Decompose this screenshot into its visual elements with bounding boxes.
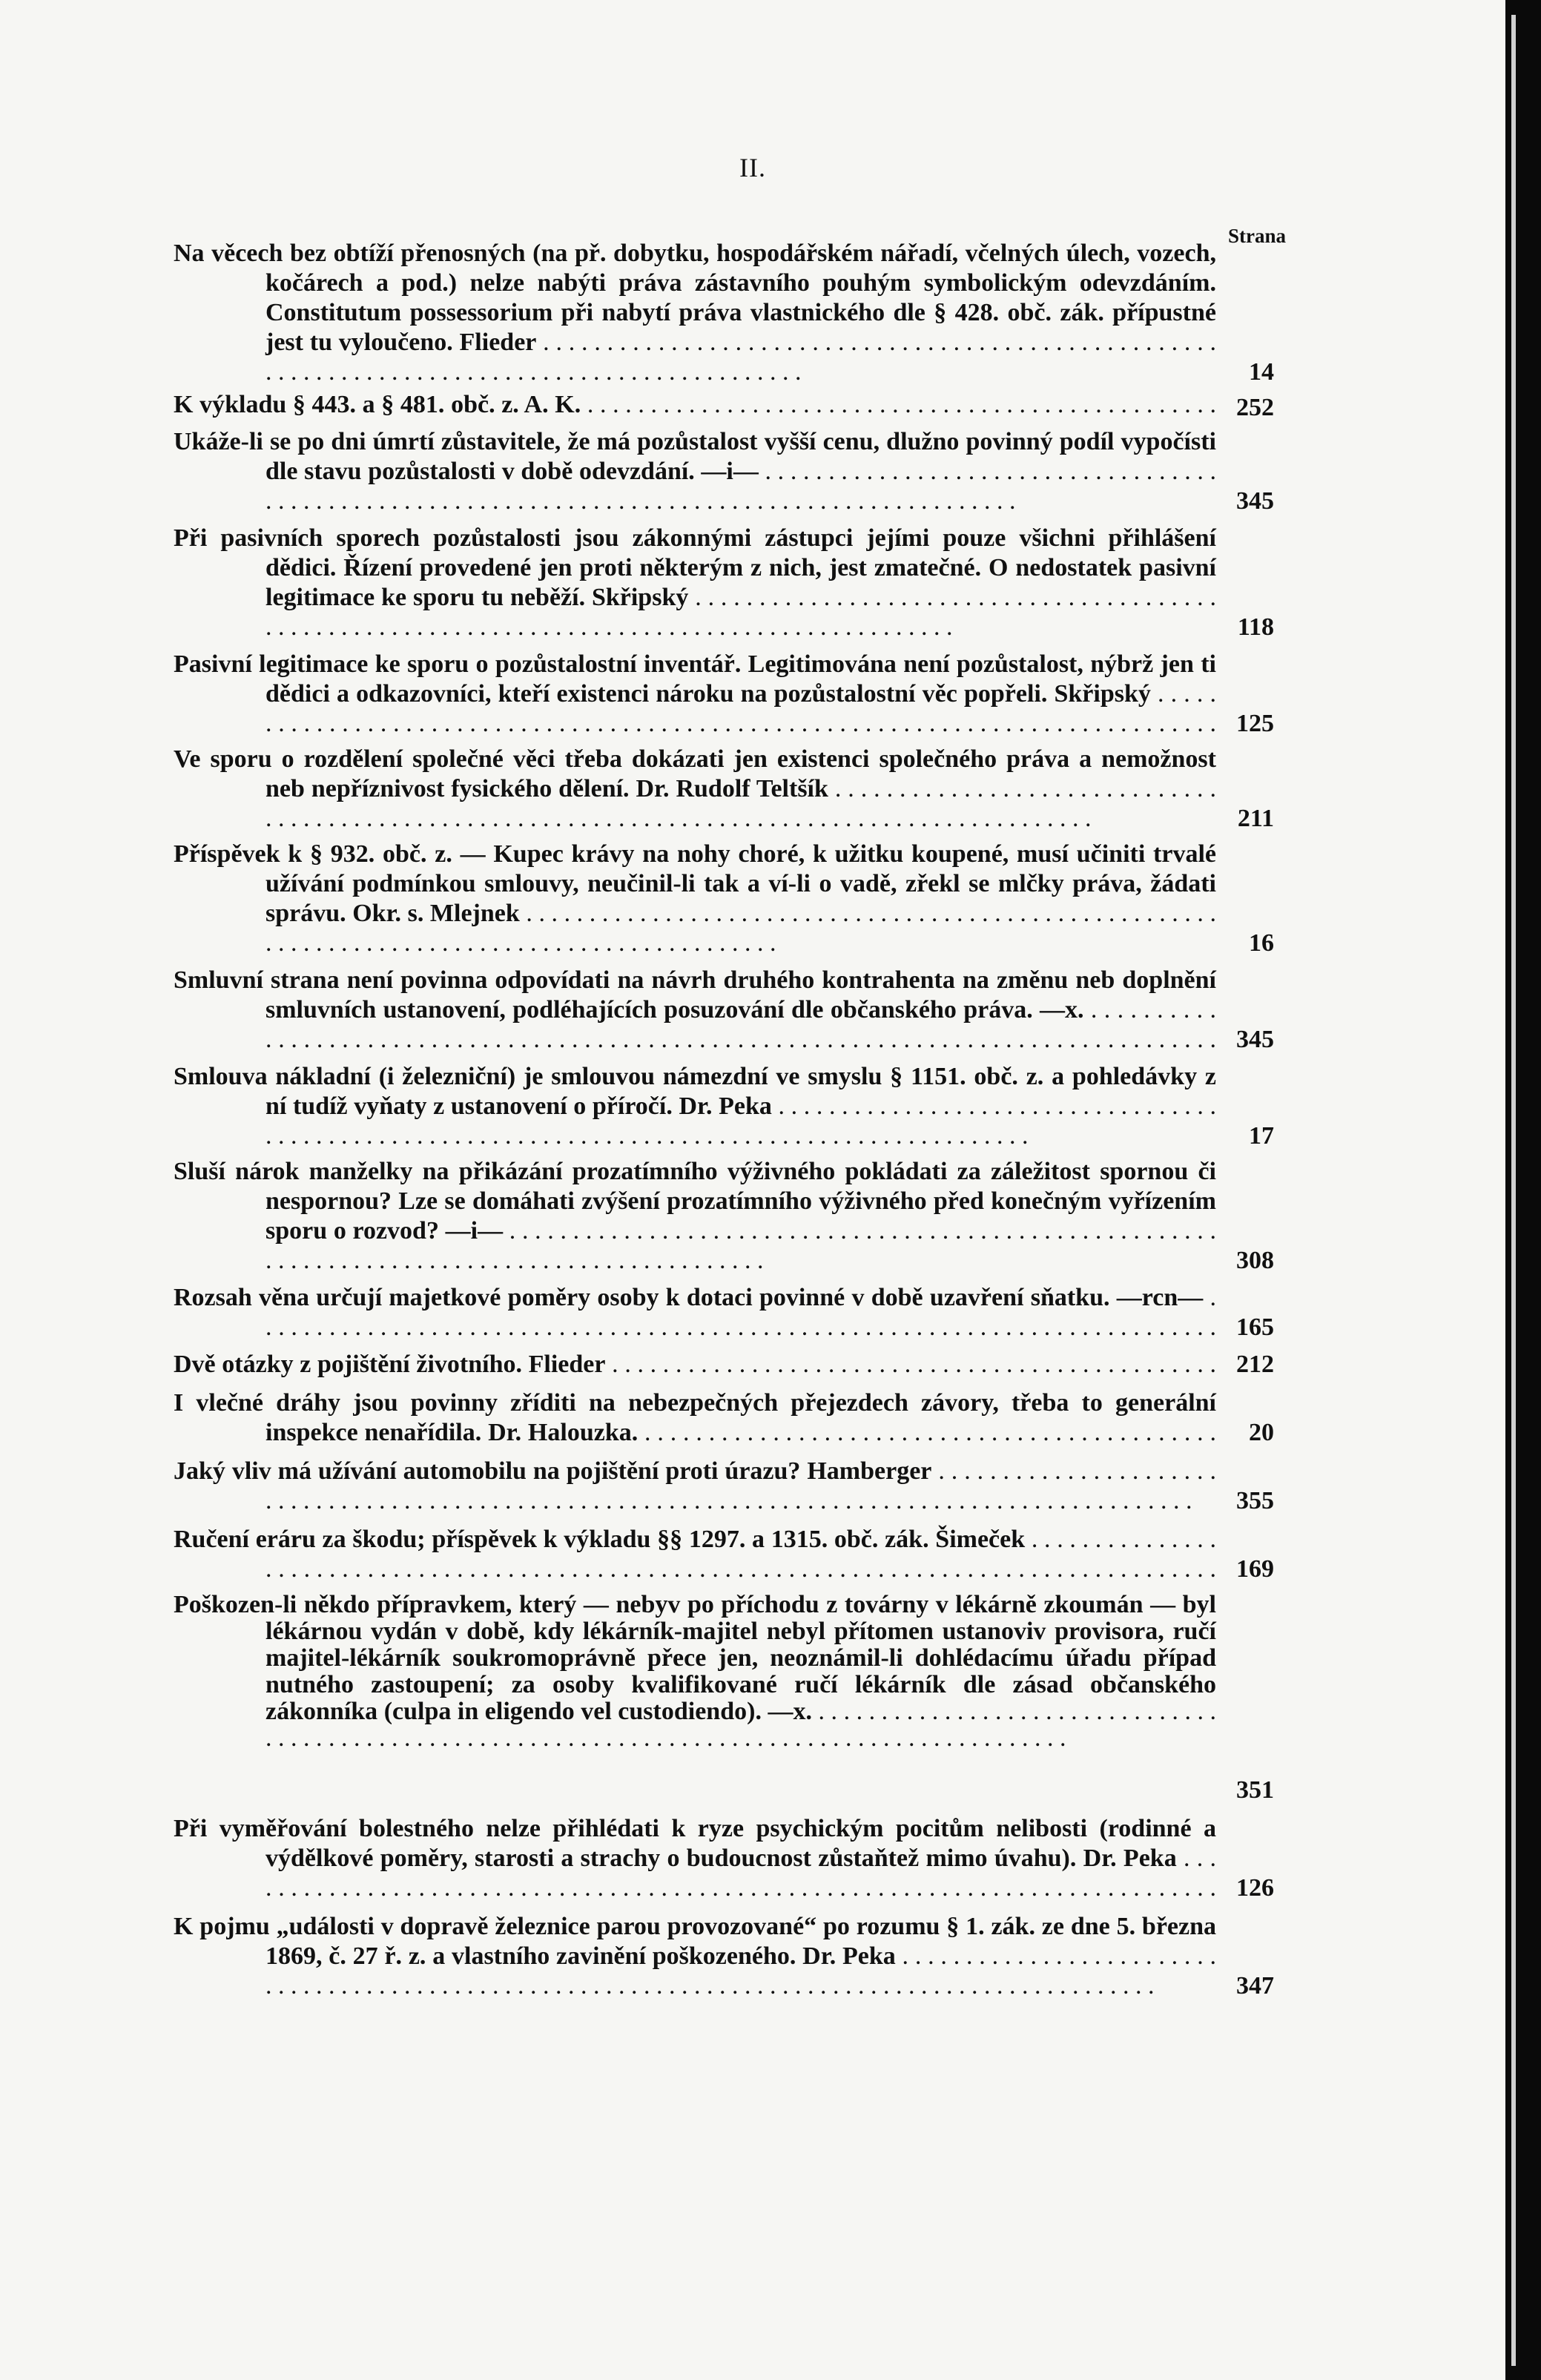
entry-text: Při vyměřování bolestného nelze přihlédati k ryze psychickým pocitům nelibosti (rodinné a výdělkové poměry, starosti a strachy o budoucnost zůstaňtež mimo úvahu). Dr. Peka . . . [174,1814,1274,1903]
entry-page-ref: 345 [1236,487,1274,515]
index-entry [174,1062,1274,1151]
entry-text: Sluší nárok manželky na přikázání prozatímního výživného pokládati za záležitost spornou či nespornou? Lze se domáhati zvýšení prozatímního výživného před konečným vyřízením sporu o rozvod? —i— . . . [174,1157,1274,1276]
entry-text: Příspěvek k § 932. obč. z. — Kupec krávy na nohy choré, k užitku koupené, musí učiniti trvalé užívání podmínkou smlouvy, neučinil-li tak a ví-li o vadě, zřekl se mlčky práva, žádati správu. Okr. s. Mlejnek . . . [174,840,1274,958]
entry-text: Poškozen-li někdo přípravkem, který — nebyv po příchodu z továrny v lékárně zkoumán — byl lékárnou vydán v době, kdy lékárník-majitel nebyl přítomen ustanoviv provisora, ručí majitel-lékárník soukromoprávně přece jen, neoznámil-li dohlédacímu úřadu případ nutného zastoupení; za osoby kvalifikované ručí lékárník dle zásad občanského zákonníka (culpa in eligendo vel custodiendo). —x. . . . [174,1592,1274,1752]
entry-text: Rozsah věna určují majetkové poměry osoby k dotaci povinné v době uzavření sňatku. —rcn— . . . [174,1283,1274,1342]
index-entry [174,1592,1274,1805]
scan-edge-line [1511,15,1516,2366]
index-entry [174,427,1274,516]
index-entry [174,1157,1274,1276]
entry-text: Dvě otázky z pojištění životního. Flieder . . . [174,1350,1274,1379]
entry-page-ref: 20 [1249,1419,1274,1446]
entry-text: Při pasivních sporech pozůstalosti jsou zákonnými zástupci jejími pouze všichni přihlášení dědici. Řízení provedené jen proti některým z nich, jest zmatečné. O nedostatek pasivní legitimace ke sporu tu neběží. Skřipský . . . [174,524,1274,642]
entry-text: Na věcech bez obtíží přenosných (na př. dobytku, hospodářském nářadí, včelných úlech, vozech, kočárech a pod.) nelze nabýti práva zástavního pouhým symbolickým odevzdáním. Constitutum possessorium při nabytí práva vlastnického dle § 428. obč. zák. přípustné jest tu vyloučeno. Flieder . . . [174,239,1274,387]
index-entry [174,524,1274,642]
entry-text: Ukáže-li se po dni úmrtí zůstavitele, že má pozůstalost vyšší cenu, dlužno povinný podíl vypočísti dle stavu pozůstalosti v době odevzdání. —i— . . . [174,427,1274,516]
entry-text: K pojmu „události v dopravě železnice parou provozované“ po rozumu § 1. zák. ze dne 5. března 1869, č. 27 ř. z. a vlastního zavinění poškozeného. Dr. Peka . . . [174,1912,1274,2001]
entry-page-ref: 165 [1236,1313,1274,1341]
index-entry [174,239,1274,387]
entry-page-ref: 16 [1249,929,1274,957]
entry-page-ref: 14 [1249,358,1274,386]
entry-text: Ručení eráru za škodu; příspěvek k výkladu §§ 1297. a 1315. obč. zák. Šimeček . . . [174,1525,1274,1584]
column-label-strana: Strana [1228,225,1287,247]
index-entry [174,1814,1274,1903]
index-entry [174,1388,1274,1448]
index-entry [174,1283,1274,1342]
entry-page-ref: 345 [1236,1026,1274,1053]
index-entry [174,1350,1274,1379]
entry-page-ref: 126 [1236,1874,1274,1902]
entry-page-ref: 308 [1236,1247,1274,1274]
index-entry [174,1457,1274,1516]
entry-page-ref: 351 [1236,1776,1274,1804]
entry-page-ref: 252 [1236,394,1274,421]
entry-page-ref: 347 [1236,1972,1274,2000]
entry-text: K výkladu § 443. a § 481. obč. z. A. K. . . . [174,390,1274,420]
entry-text: I vlečné dráhy jsou povinny zříditi na nebezpečných přejezdech závory, třeba to generální inspekce nenařídila. Dr. Halouzka. . . . [174,1388,1274,1448]
index-entry [174,1525,1274,1584]
index-entry [174,966,1274,1055]
entry-text: Smlouva nákladní (i železniční) je smlouvou námezdní ve smyslu § 1151. obč. z. a pohledávky z ní tudíž vyňaty z ustanovení o příročí. Dr. Peka . . . [174,1062,1274,1151]
entry-text: Jaký vliv má užívání automobilu na pojištění proti úrazu? Hamberger . . . [174,1457,1274,1516]
entry-text: Smluvní strana není povinna odpovídati na návrh druhého kontrahenta na změnu neb doplnění smluvních ustanovení, podléhajících posuzování dle občanského práva. —x. . . . [174,966,1274,1055]
index-entry [174,745,1274,834]
entry-page-ref: 355 [1236,1487,1274,1514]
entry-page-ref: 211 [1237,805,1274,832]
index-entry [174,390,1274,423]
index-entry [174,1912,1274,2001]
entry-text: Ve sporu o rozdělení společné věci třeba dokázati jen existenci společného práva a nemožnost neb nepříznivost fysického dělení. Dr. Rudolf Teltšík . . . [174,745,1274,834]
entry-page-ref: 212 [1236,1351,1274,1378]
entry-page-ref: 169 [1236,1555,1274,1583]
index-entry [174,650,1274,739]
index-entry [174,840,1274,958]
page-number: II. [739,153,766,182]
entry-page-ref: 118 [1237,613,1274,641]
index-entries [174,239,1274,2001]
entry-page-ref: 125 [1236,710,1274,737]
entry-text: Pasivní legitimace ke sporu o pozůstalostní inventář. Legitimována není pozůstalost, nýbrž jen ti dědici a odkazovníci, kteří existenci nároku na pozůstalostní věc popřeli. Skřipský . . . [174,650,1274,739]
entry-page-ref: 17 [1249,1122,1274,1150]
